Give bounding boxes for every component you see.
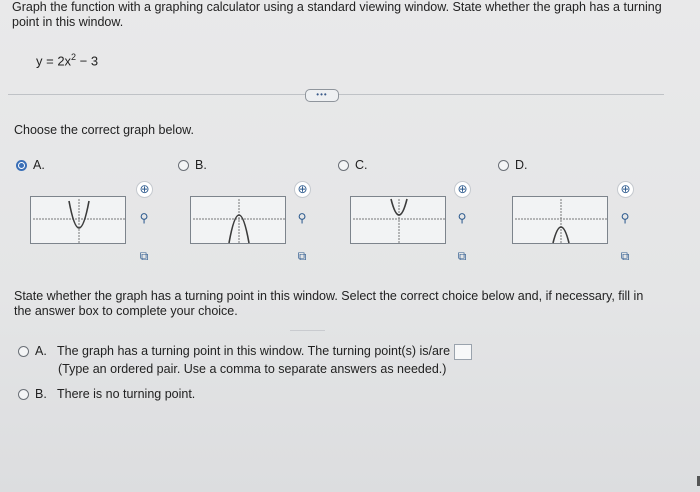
external-link-icon[interactable]: ⧉ bbox=[139, 249, 149, 263]
equation bbox=[36, 52, 98, 68]
answer-option-a[interactable] bbox=[18, 344, 472, 360]
expand-button[interactable]: ••• bbox=[305, 89, 339, 102]
graph-choice-b[interactable] bbox=[178, 158, 207, 172]
choice-b-label: B. bbox=[195, 158, 207, 172]
radio-d[interactable] bbox=[498, 160, 509, 171]
radio-a[interactable] bbox=[16, 160, 27, 171]
graph-d bbox=[512, 196, 608, 244]
radio-c[interactable] bbox=[338, 160, 349, 171]
graph-d-plot bbox=[513, 197, 609, 245]
zoom-in-icon[interactable]: ⊕ bbox=[454, 181, 471, 198]
external-link-icon[interactable]: ⧉ bbox=[297, 249, 307, 263]
answer-a-hint: (Type an ordered pair. Use a comma to separate answers as needed.) bbox=[58, 362, 447, 376]
graph-choice-d[interactable] bbox=[498, 158, 528, 172]
graph-c bbox=[350, 196, 446, 244]
zoom-out-icon[interactable]: ⚲ bbox=[457, 211, 467, 225]
answer-b-text: There is no turning point. bbox=[57, 387, 196, 401]
equation-lhs: y = 2x bbox=[36, 53, 72, 69]
choice-c-label: C. bbox=[355, 158, 368, 172]
zoom-out-icon[interactable]: ⚲ bbox=[620, 211, 630, 225]
choice-d-label: D. bbox=[515, 158, 528, 172]
equation-exponent: 2 bbox=[71, 52, 77, 62]
graph-choice-c[interactable] bbox=[338, 158, 368, 172]
equation-rhs: − 3 bbox=[76, 53, 99, 69]
zoom-out-icon[interactable]: ⚲ bbox=[297, 211, 307, 225]
answer-a-text: The graph has a turning point in this window. The turning point(s) is/are bbox=[57, 344, 451, 358]
graph-b-plot bbox=[191, 197, 287, 245]
radio-b[interactable] bbox=[178, 160, 189, 171]
external-link-icon[interactable]: ⧉ bbox=[620, 249, 630, 263]
zoom-in-icon[interactable]: ⊕ bbox=[136, 181, 153, 198]
answer-a-label: A. bbox=[35, 344, 47, 358]
graph-a-plot bbox=[31, 197, 127, 245]
divider-faint bbox=[290, 330, 325, 331]
zoom-out-icon[interactable]: ⚲ bbox=[139, 211, 149, 225]
zoom-in-icon[interactable]: ⊕ bbox=[294, 181, 311, 198]
zoom-in-icon[interactable]: ⊕ bbox=[617, 181, 634, 198]
question-text: Graph the function with a graphing calculator using a standard viewing window. State whether the graph has a turning point in this window. bbox=[12, 0, 662, 29]
answer-option-b[interactable] bbox=[18, 387, 195, 401]
choice-a-label: A. bbox=[33, 158, 45, 172]
graph-prompt: Choose the correct graph below. bbox=[14, 123, 194, 137]
answer-b-label: B. bbox=[35, 387, 47, 401]
graph-choice-a[interactable] bbox=[16, 158, 45, 172]
external-link-icon[interactable]: ⧉ bbox=[457, 249, 467, 263]
graph-a bbox=[30, 196, 126, 244]
answer-radio-b[interactable] bbox=[18, 389, 29, 400]
answer-input-box[interactable] bbox=[454, 344, 472, 360]
graph-b bbox=[190, 196, 286, 244]
answer-radio-a[interactable] bbox=[18, 346, 29, 357]
graph-c-plot bbox=[351, 197, 447, 245]
turning-point-prompt: State whether the graph has a turning point in this window. Select the correct choice below and, if necessary, fill in the answer box to complete your choice. bbox=[14, 289, 644, 318]
